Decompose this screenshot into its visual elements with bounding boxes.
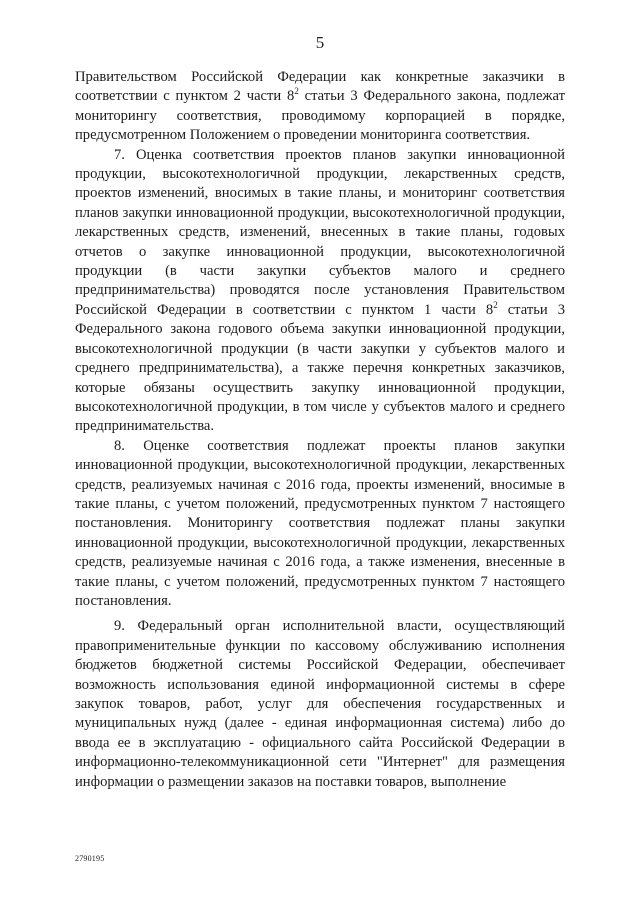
document-code: 2790195 (75, 854, 105, 863)
paragraph-item-9: 9. Федеральный орган исполнительной власти, осуществляющий правоприменительные функции по кассовому обслуживанию исполнения бюджетов бюджетной системы Российской Федерации, обеспечивает возможность использования единой информационной системы в сфере закупок товаров, работ, услуг для обеспечения государственных и муниципальных нужд (далее - единая информационная система) либо до ввода ее в эксплуатацию - официального сайта Российской Федерации в информационно-телекоммуникационной сети "Интернет" для размещения информации о размещении заказов на поставки товаров, выполнение (75, 618, 565, 790)
document-body (75, 68, 565, 792)
paragraph-item-7: 7. Оценка соответствия проектов планов закупки инновационной продукции, высокотехнологичной продукции, лекарственных средств, проектов изменений, вносимых в такие планы, и мониторинг соответствия планов закупки инновационной продукции, высокотехнологичной продукции, лекарственных средств, изменений, внесенных в такие планы, годовых отчетов о закупке инновационной продукции, высокотехнологичной продукции (в части закупки субъектов малого и среднего предпринимательства) проводятся после установления Правительством Российской Федерации в соответствии с пунктом 1 части $8^2$ статьи 3 Федерального закона годового объема закупки инновационной продукции, высокотехнологичной продукции (в части закупки у субъектов малого и среднего предпринимательства), а также перечня конкретных заказчиков, которые обязаны осуществить закупку инновационной продукции, высокотехнологичной продукции, в том числе у субъектов малого и среднего предпринимательства. (75, 146, 566, 435)
superscript: 2 (493, 299, 498, 310)
page-number: 5 (315, 33, 325, 52)
paragraph-continuation: Правительством Российской Федерации как конкретные заказчики в соответствии с пунктом 2 части $8^2$ статьи 3 Федерального закона, подлежат мониторингу соответствия, проводимому корпорацией в порядке, предусмотренном Положением о проведении мониторинга соответствия. (75, 69, 565, 144)
superscript: 2 (294, 86, 299, 97)
paragraph-item-8: 8. Оценке соответствия подлежат проекты планов закупки инновационной продукции, высокотехнологичной продукции, лекарственных средств, реализуемых начиная с 2016 года, проекты изменений, вносимые в такие планы, с учетом положений, предусмотренных пунктом 7 настоящего постановления. Мониторингу соответствия подлежат планы закупки инновационной продукции, высокотехнологичной продукции, лекарственных средств, реализуемые начиная с 2016 года, а также изменения, внесенные в такие планы, с учетом положений, предусмотренных пунктом 7 настоящего постановления. (75, 437, 565, 609)
